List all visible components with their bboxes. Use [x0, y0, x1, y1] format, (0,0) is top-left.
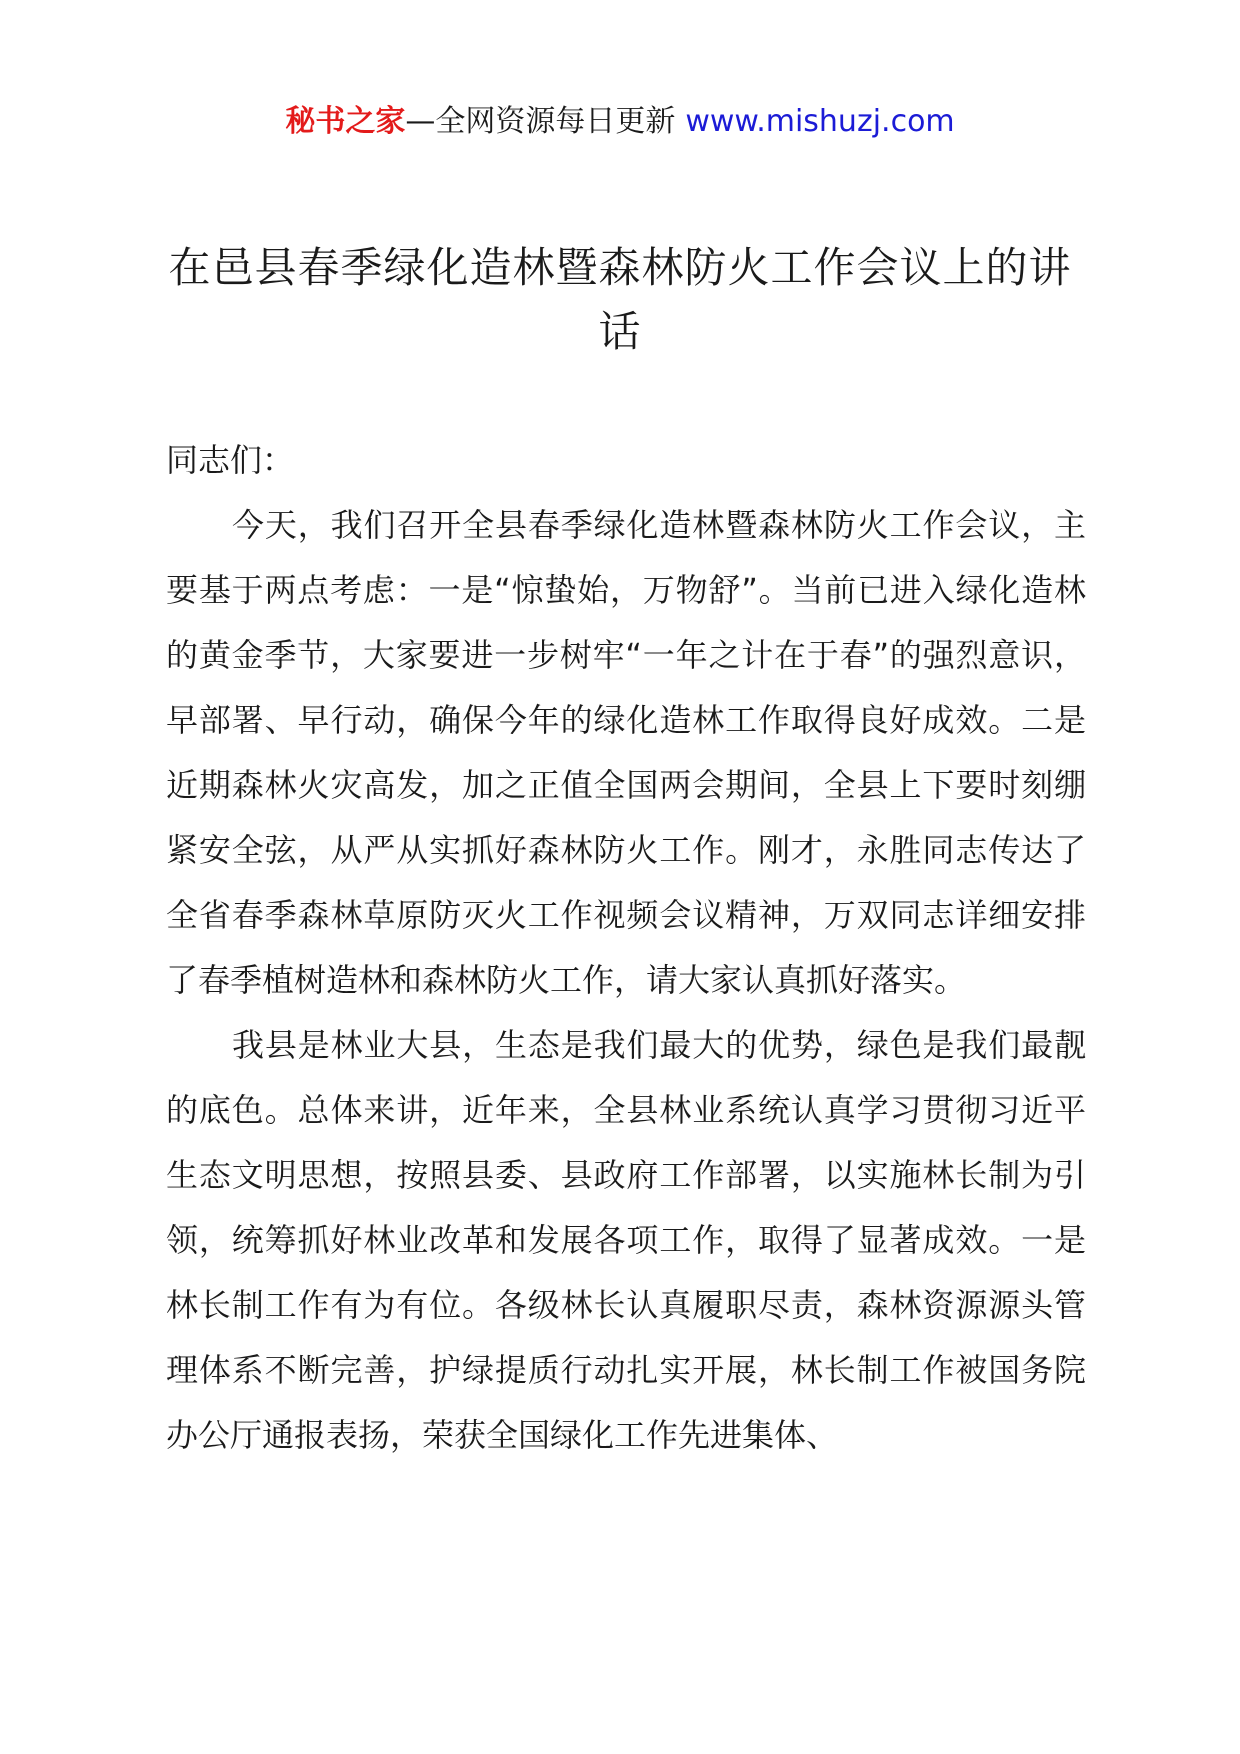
paragraph-2: 我县是林业大县，生态是我们最大的优势，绿色是我们最靓的底色。总体来讲，近年来，全县林业系统认真学习贯彻习近平生态文明思想，按照县委、县政府工作部署，以实施林长制为引领，统筹抓好林业改革和发展各项工作，取得了显著成效。一是林长制工作有为有位。各级林长认真履职尽责，森林资源源头管理体系不断完善，护绿提质行动扎实开展，林长制工作被国务院办公厅通报表扬，荣获全国绿化工作先进集体、	[166, 1026, 1086, 1454]
header-banner	[0, 100, 1240, 144]
salutation: 同志们：	[166, 441, 295, 479]
header-tagline: —全网资源每日更新	[405, 104, 676, 139]
site-url-link[interactable]: www.mishuzj.com	[685, 104, 955, 139]
document-title: 在邑县春季绿化造林暨森林防火工作会议上的讲话	[168, 243, 1072, 356]
brand-name: 秘书之家	[285, 104, 406, 139]
paragraph-1: 今天，我们召开全县春季绿化造林暨森林防火工作会议，主要基于两点考虑：一是“惊蛰始，万物舒”。当前已进入绿化造林的黄金季节，大家要进一步树牢“一年之计在于春”的强烈意识，早部署、早行动，确保今年的绿化造林工作取得良好成效。二是近期森林火灾高发，加之正值全国两会期间，全县上下要时刻绷紧安全弦，从严从实抓好森林防火工作。刚才，永胜同志传达了全省春季森林草原防灭火工作视频会议精神，万双同志详细安排了春季植树造林和森林防火工作，请大家认真抓好落实。	[166, 506, 1086, 999]
document-body	[166, 428, 1086, 1468]
